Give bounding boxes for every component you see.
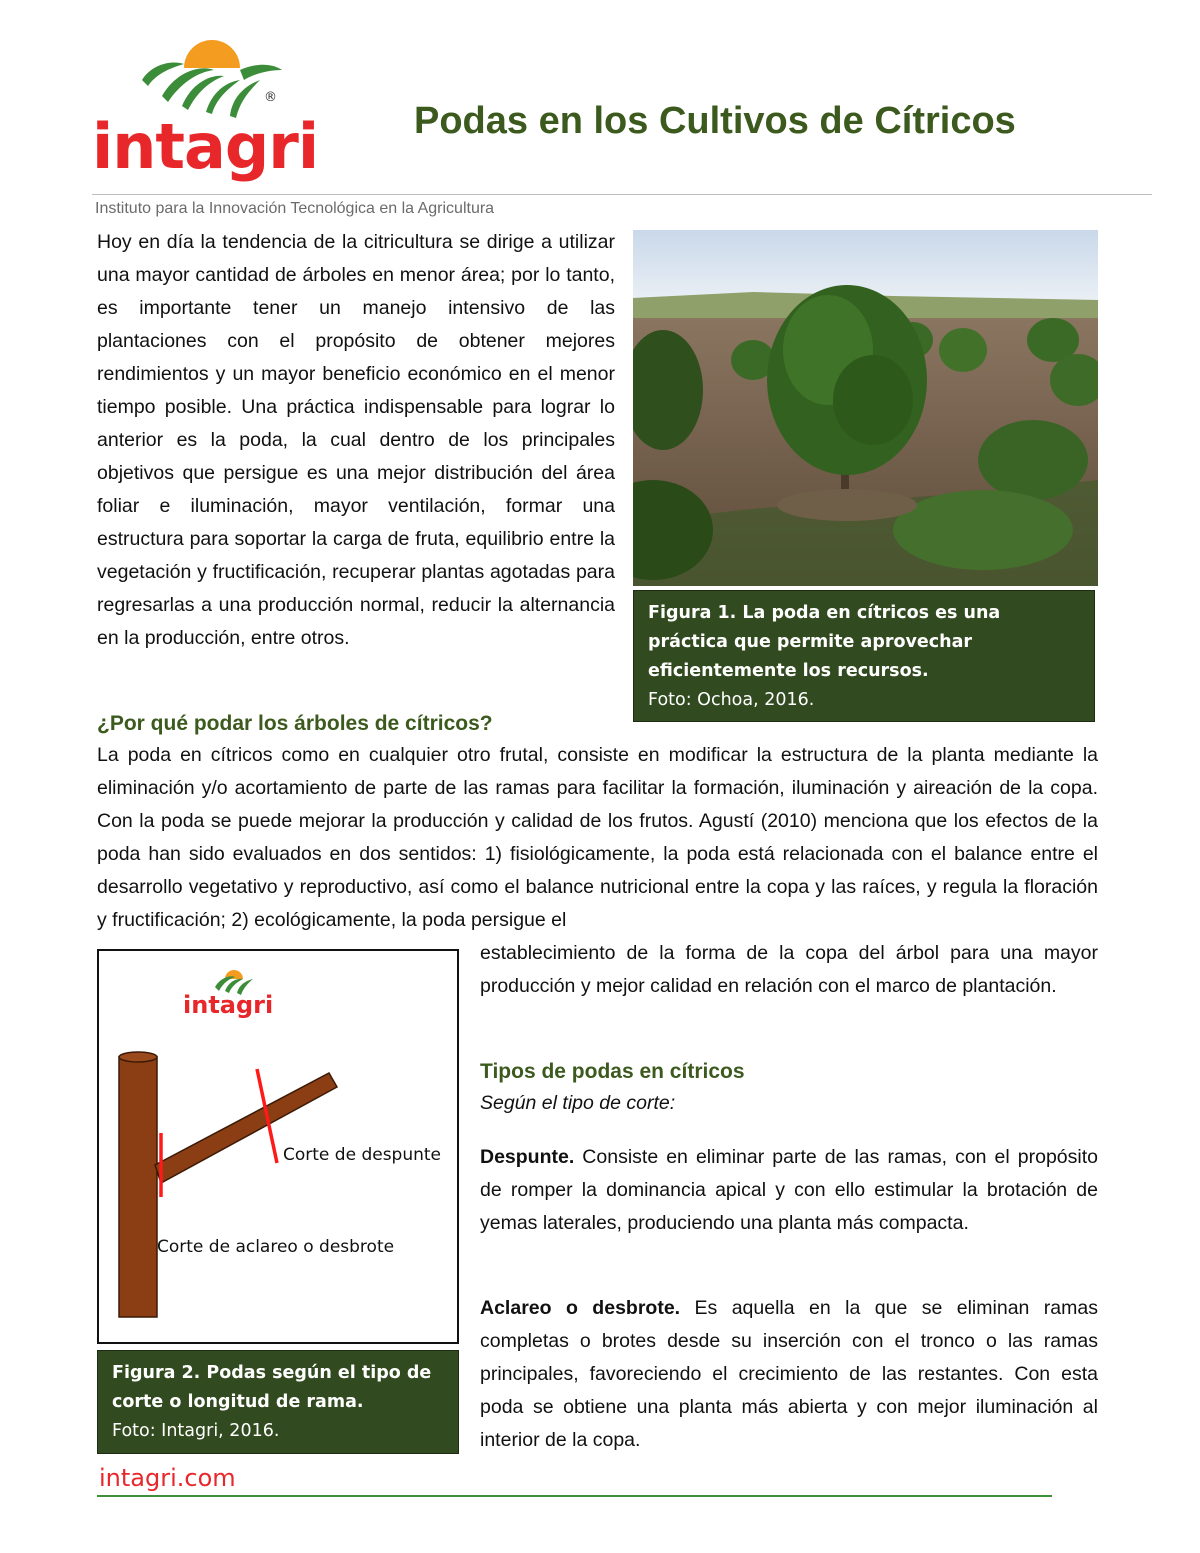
footer-rule [97,1495,1052,1497]
figure1-credit: Foto: Ochoa, 2016. [648,690,815,710]
figure1-caption [633,590,1095,722]
aclareo-term: Aclareo o desbrote. [480,1297,681,1319]
section2-heading: Tipos de podas en cítricos [480,1060,745,1083]
despunte-text: Consiste en eliminar parte de las ramas, con el propósito de romper la dominancia apical y con ello estimular la brotación de yemas laterales, produciendo una planta más compacta. [480,1146,1098,1234]
section1-paragraph-cont: establecimiento de la forma de la copa del árbol para una mayor producción y mejor calidad en relación con el marco de plantación. [480,942,1098,997]
figure1-photo [633,230,1098,586]
figure2-diagram [97,949,459,1344]
despunte-term: Despunte. [480,1146,575,1168]
tagline: Instituto para la Innovación Tecnológica en la Agricultura [95,200,495,217]
branch-shape [155,1073,337,1183]
section2-subheading: Según el tipo de corte: [480,1092,676,1114]
figure1-caption-text: Figura 1. La poda en cítricos es una práctica que permite aprovechar eficientemente los recursos. [648,603,1001,681]
trunk-shape [119,1057,157,1317]
intro-paragraph: Hoy en día la tendencia de la citricultura se dirige a utilizar una mayor cantidad de árboles en menor área; por lo tanto, es importante tener un manejo intensivo de las plantaciones con el propósito de obtener mejores rendimientos y un mayor beneficio económico en el menor tiempo posible. Una práctica indispensable para lograr lo anterior es la poda, la cual dentro de los principales objetivos que persigue es una mejor distribución del área foliar e iluminación, mayor ventilación, formar una estructura para soportar la carga de fruta, equilibrio entre la vegetación y fructificación, recuperar plantas agotadas para regresarlas a una producción normal, reducir la alternancia en la producción, entre otros. [97,231,615,649]
figure2-credit: Foto: Intagri, 2016. [112,1421,280,1441]
section1-paragraph: La poda en cítricos como en cualquier otro frutal, consiste en modificar la estructura de la planta mediante la eliminación y/o acortamiento de parte de las ramas para facilitar la formación, iluminación y aireación de la copa. Con la poda se puede mejorar la producción y calidad de los frutos. Agustí (2010) menciona que los efectos de la poda han sido evaluados en dos sentidos: 1) fisiológicamente, la poda está relacionada con el balance entre el desarrollo vegetativo y reproductivo, así como el balance nutricional entre la copa y las raíces, y regula la floración y fructificación; 2) ecológicamente, la poda persigue el [97,744,1098,931]
logo-wordmark: intagri [92,110,319,183]
intagri-logo-leaves-icon [122,40,322,120]
label-aclareo: Corte de aclareo o desbrote [157,1237,395,1257]
aclareo-text: Es aquella en la que se eliminan ramas completas o brotes desde su inserción con el tronco o las ramas principales, favoreciendo el crecimiento de las restantes. Con esta poda se obtiene una planta más abierta y con mejor iluminación al interior de la copa. [480,1297,1098,1451]
section1-heading: ¿Por qué podar los árboles de cítricos? [97,712,493,735]
aclareo-paragraph [480,1292,1098,1457]
figure2-logo-word: intagri [183,991,274,1019]
intagri-logo [92,40,319,190]
footer-link[interactable]: intagri.com [99,1464,236,1492]
figure2-caption-text: Figura 2. Podas según el tipo de corte o longitud de rama. [112,1363,432,1412]
page-title: Podas en los Cultivos de Cítricos [414,100,1016,142]
despunte-paragraph [480,1141,1098,1240]
figure2-caption [97,1350,459,1454]
header-rule [92,194,1152,195]
registered-mark: ® [264,90,277,105]
label-despunte: Corte de despunte [283,1145,442,1165]
